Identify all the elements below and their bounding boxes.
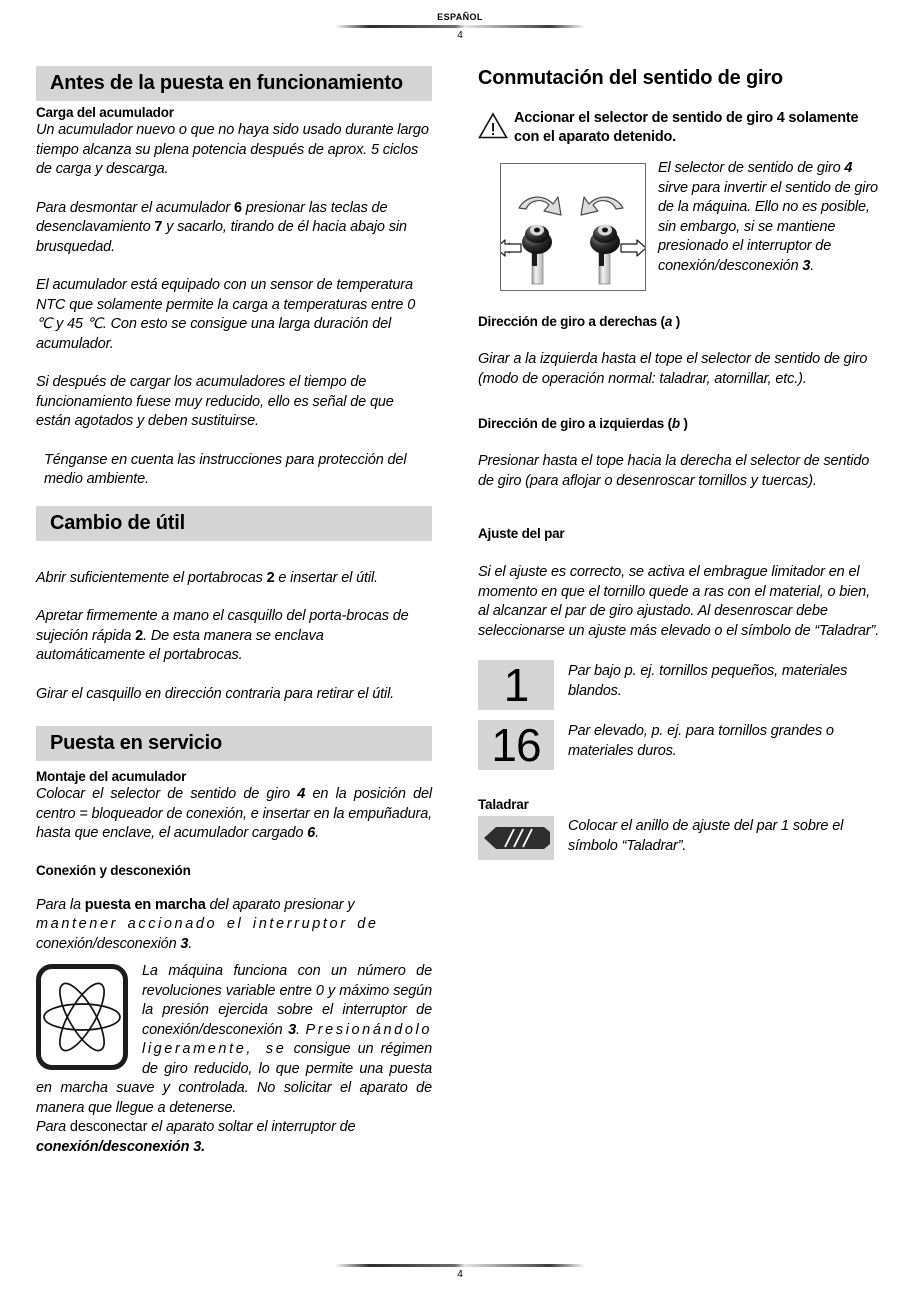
text-run-spread: mantener accionado el interruptor de — [36, 916, 379, 932]
rotation-selector-figure-block — [478, 159, 884, 295]
paragraph-new-battery: Un acumulador nuevo o que no haya sido usado durante largo tiempo alcanza su plena potencia después de aprox. 5 ciclos de carga y descarga. — [36, 122, 429, 177]
left-column — [36, 66, 432, 1157]
orbit-icon-container — [36, 964, 132, 1074]
paragraph-insert-battery — [36, 785, 432, 844]
ref-number: 3 — [180, 935, 189, 952]
page-header — [0, 12, 920, 42]
section-heading-putting-into-service: Puesta en servicio — [36, 726, 432, 761]
subheading-battery-charging: Carga del acumulador — [36, 105, 174, 120]
emphasis-run: conexión/desconexión 3 — [36, 1138, 202, 1155]
text-run: presionar las teclas de desenclavamiento — [36, 199, 388, 235]
warning-triangle-icon — [478, 109, 514, 144]
header-page-number: 4 — [457, 30, 463, 41]
text-run: conexión/desconexión — [36, 935, 181, 952]
paragraph-tighten-chuck — [36, 607, 432, 666]
paragraph-battery-worn: Si después de cargar los acumuladores el tiempo de funcionamiento fuese muy reducido, ello es señal de que están agotados y deben sustituirse. — [36, 374, 394, 429]
drill-bit-icon — [478, 816, 554, 860]
text-run: Abrir suficientemente el portabrocas — [36, 569, 267, 586]
subheading-right-rotation — [478, 313, 884, 330]
text-run: el aparato soltar el interruptor de — [147, 1119, 356, 1135]
torque-level-description: Par bajo p. ej. tornillos pequeños, materiales blandos. — [568, 663, 848, 699]
ref-number: 6 — [307, 825, 316, 841]
variable-speed-orbit-icon — [36, 964, 128, 1070]
warning-block — [478, 109, 884, 147]
text-run: Dirección de giro a izquierdas ( — [478, 416, 672, 431]
ref-number: 3 — [288, 1021, 297, 1038]
text-run: y sacarlo, tirando de él hacia abajo sin brusquedad. — [36, 219, 407, 255]
page-footer — [0, 1262, 920, 1281]
text-run: del aparato presionar y — [205, 896, 355, 913]
text-run: Para desmontar el acumulador — [36, 199, 234, 216]
footer-rule — [335, 1264, 585, 1267]
warning-text: Accionar el selector de sentido de giro 4 solamente con el aparato detenido. — [514, 110, 859, 145]
text-run: Para — [36, 1119, 70, 1135]
paragraph-right-rotation: Girar a la izquierda hasta el tope el selector de sentido de giro (modo de operación normal: taladrar, atornillar, etc.). — [478, 351, 868, 387]
text-run-roman: desconectar — [69, 1119, 148, 1135]
text-run: en la posición del centro = bloqueador de conexión, e insertar en la empuñadura, hasta que enclave, el acumulador cargado — [36, 786, 432, 841]
text-run: ) — [679, 416, 688, 431]
text-run: e insertar el útil. — [274, 569, 378, 586]
drill-bit-icon-container — [478, 816, 554, 860]
ref-number: 2 — [266, 569, 275, 586]
text-run: . — [810, 257, 815, 274]
text-run: La máquina funciona con un número de revoluciones variable entre 0 y máximo según la presión ejercida sobre el interruptor de conexión/desconexión — [142, 963, 432, 1038]
ref-letter: b — [671, 416, 680, 431]
text-run: . — [315, 825, 319, 841]
paragraph-open-chuck — [36, 569, 432, 589]
paragraph-switch-on — [36, 896, 432, 955]
paragraph-environment-note: Ténganse en cuenta las instrucciones para protección del medio ambiente. — [44, 451, 407, 487]
paragraph-switch-off — [36, 1118, 432, 1157]
subheading-left-rotation — [478, 415, 884, 432]
text-run: consigue un régimen de giro reducido, lo que permite una puesta en marcha suave y controlada. No solicitar el aparato de manera que llegue a detenerse. — [36, 1041, 432, 1116]
section-heading-before-startup: Antes de la puesta en funcionamiento — [36, 66, 432, 101]
text-run-spread: Presionándolo ligeramente, se — [142, 1021, 432, 1057]
paragraph-release-tool: Girar el casquillo en dirección contraria para retirar el útil. — [36, 685, 395, 702]
text-run: sirve para invertir el sentido de giro de la máquina. Ello no es posible, sin embargo, si se mantiene presionado el interruptor de conexión/desconexión — [658, 179, 878, 274]
torque-setting-row-low — [478, 660, 884, 710]
paragraph-torque-description: Si el ajuste es correcto, se activa el embrague limitador en el momento en que el tornillo quede a ras con el material, o bien, al alcanzar el par de giro ajustado. Al desenroscar debe seleccionarse un ajuste más elevado o el símbolo de “Taladrar”. — [478, 564, 880, 639]
section-heading-rotation-switching: Conmutación del sentido de giro — [478, 67, 783, 89]
subheading-torque-adjustment: Ajuste del par — [478, 526, 565, 541]
text-run: Dirección de giro a derechas ( — [478, 314, 665, 329]
torque-setting-row-high — [478, 720, 884, 770]
running-head-label: ESPAÑOL — [437, 12, 483, 22]
drilling-symbol-row — [478, 816, 884, 860]
torque-level-number: 1 — [478, 660, 554, 710]
ref-number: 3 — [802, 257, 811, 274]
torque-level-description: Par elevado, p. ej. para tornillos grandes o materiales duros. — [568, 723, 834, 759]
text-run: ) — [672, 314, 680, 329]
ref-number: 7 — [154, 219, 163, 235]
right-column — [478, 66, 884, 860]
ref-letter: a — [664, 314, 673, 329]
text-run: El selector de sentido de giro — [658, 160, 845, 176]
header-rule — [335, 25, 585, 28]
subheading-battery-mounting: Montaje del acumulador — [36, 769, 187, 784]
rotation-selector-figure — [500, 163, 646, 291]
paragraph-remove-battery — [36, 199, 432, 258]
section-heading-tool-change: Cambio de útil — [36, 506, 432, 541]
variable-speed-figure-block — [36, 962, 432, 1118]
ref-number: 4 — [297, 786, 306, 802]
text-run: Apretar firmemente a mano el casquillo del porta-brocas de sujeción rápida — [36, 608, 409, 644]
subheading-switching-on-off: Conexión y desconexión — [36, 862, 191, 878]
drilling-description: Colocar el anillo de ajuste del par 1 sobre el símbolo “Taladrar”. — [568, 818, 844, 854]
emphasis-run: puesta en marcha — [84, 896, 206, 913]
text-run: . — [188, 935, 193, 952]
ref-number: 2 — [135, 627, 144, 644]
subheading-drilling: Taladrar — [478, 797, 529, 812]
text-run: . — [296, 1021, 306, 1038]
text-run: Colocar el selector de sentido de giro — [36, 786, 298, 802]
paragraph-left-rotation: Presionar hasta el tope hacia la derecha el selector de sentido de giro (para aflojar o desenroscar tornillos y tuercas). — [478, 453, 870, 489]
text-run: Para la — [36, 896, 85, 913]
text-run: . — [201, 1138, 205, 1155]
text-run: . De esta manera se enclava automáticamente el portabrocas. — [36, 627, 324, 663]
paragraph-ntc-sensor: El acumulador está equipado con un sensor de temperatura NTC que solamente permite la carga a temperaturas entre 0 ℃ y 45 ℃. Con esto se consigue una larga duración del acumulador. — [36, 277, 416, 352]
ref-number: 4 — [844, 160, 853, 176]
ref-number: 6 — [233, 199, 242, 216]
footer-page-number: 4 — [457, 1269, 463, 1280]
torque-level-number: 16 — [478, 720, 554, 770]
